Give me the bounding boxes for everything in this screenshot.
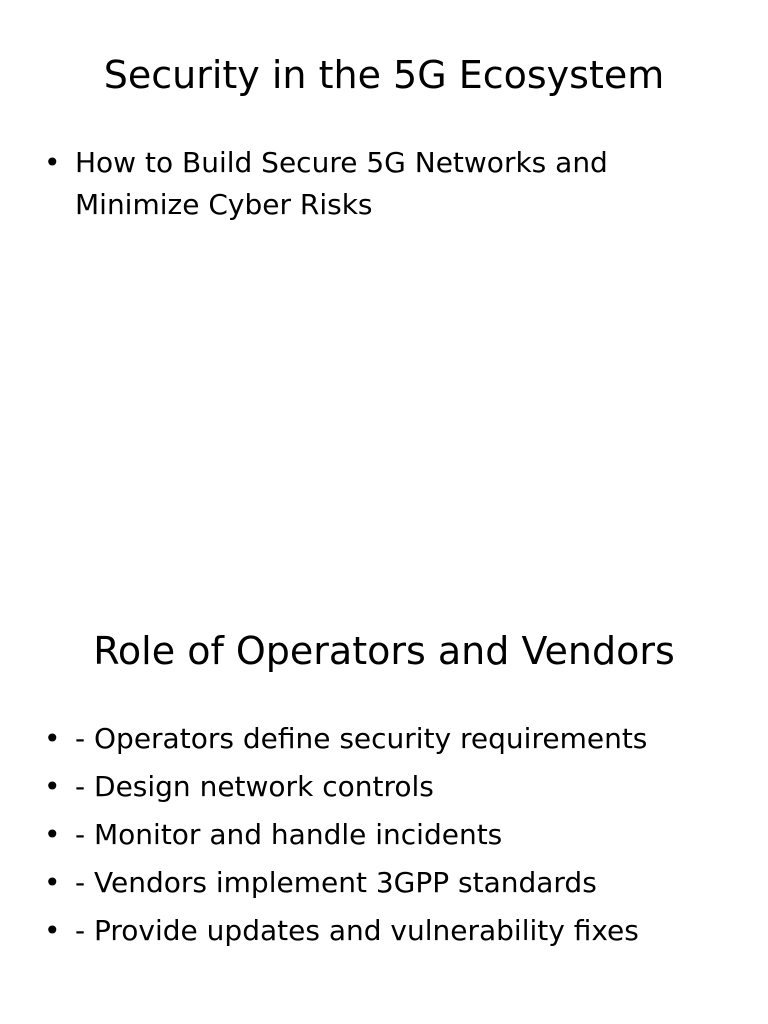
bullet-item <box>40 811 730 859</box>
bullet-item <box>40 907 730 955</box>
bullet-text: - Design network controls <box>75 770 434 803</box>
bullet-item <box>40 142 730 226</box>
bullet-item <box>40 763 730 811</box>
bullet-dot: • <box>44 914 61 947</box>
bullet-dot: • <box>44 146 61 179</box>
bullet-item <box>40 859 730 907</box>
bullet-text: - Monitor and handle incidents <box>75 818 503 851</box>
bullet-text: How to Build Secure 5G Networks and Minimize Cyber Risks <box>75 146 608 221</box>
bullet-text: - Provide updates and vulnerability fixes <box>75 914 639 947</box>
slide-title: Role of Operators and Vendors <box>93 629 675 673</box>
bullet-list <box>40 142 730 226</box>
bullet-list <box>40 715 730 955</box>
bullet-dot: • <box>44 818 61 851</box>
bullet-text: - Vendors implement 3GPP standards <box>75 866 597 899</box>
bullet-dot: • <box>44 722 61 755</box>
bullet-dot: • <box>44 866 61 899</box>
slide-2 <box>0 576 768 1024</box>
slide-title: Security in the 5G Ecosystem <box>103 53 665 97</box>
bullet-dot: • <box>44 770 61 803</box>
bullet-text: - Operators define security requirements <box>75 722 648 755</box>
bullet-item <box>40 715 730 763</box>
